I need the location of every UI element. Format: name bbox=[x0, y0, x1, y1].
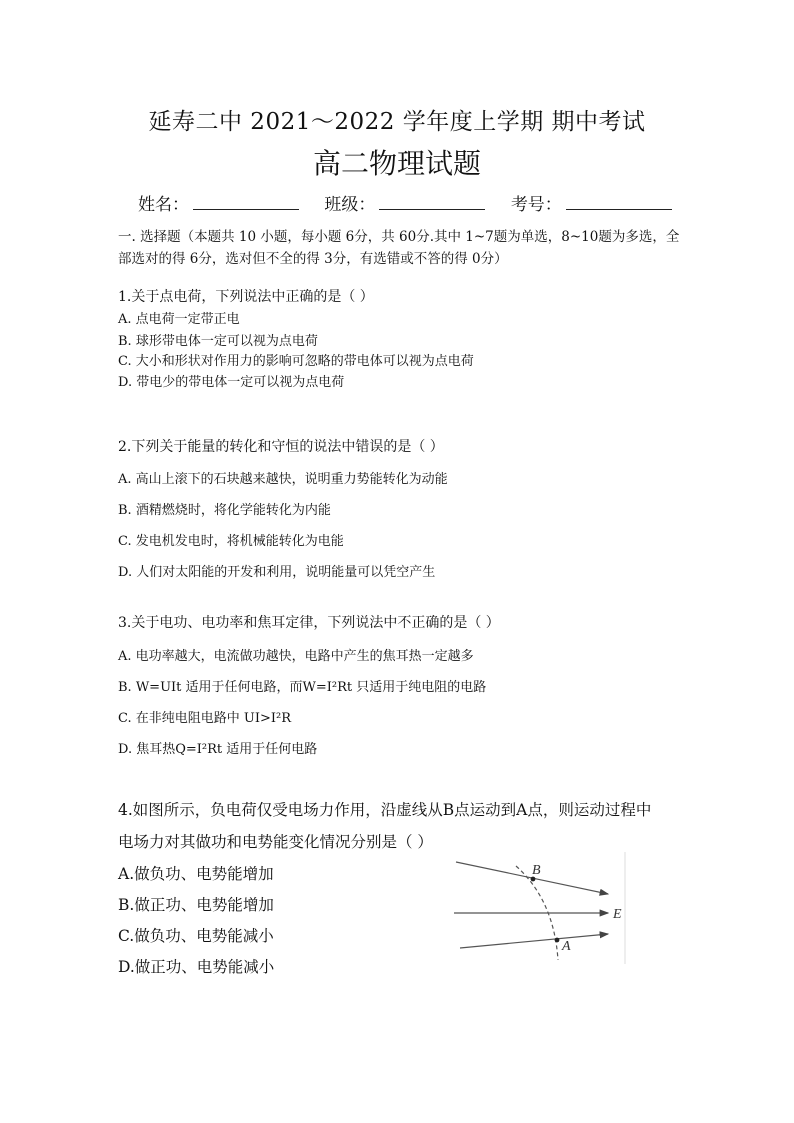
name-label: 姓名： bbox=[138, 195, 189, 215]
question-1-option-d: D. 带电少的带电体一定可以视为点电荷 bbox=[118, 375, 345, 390]
question-1-option-b: B. 球形带电体一定可以视为点电荷 bbox=[118, 334, 318, 349]
question-4-option-c: C.做负功、电势能减小 bbox=[118, 927, 274, 945]
question-4-stem-line-2: 电场力对其做功和电势能变化情况分别是（ ） bbox=[118, 833, 433, 851]
question-2-option-d: D. 人们对太阳能的开发和利用，说明能量可以凭空产生 bbox=[118, 565, 436, 580]
question-1-option-a: A. 点电荷一定带正电 bbox=[118, 312, 240, 327]
id-label: 考号： bbox=[510, 195, 562, 215]
label-e: E bbox=[613, 907, 622, 922]
question-4-stem-line-1: 4.如图所示，负电荷仅受电场力作用，沿虚线从B点运动到A点，则运动过程中 bbox=[118, 801, 652, 819]
question-2-option-b: B. 酒精燃烧时，将化学能转化为内能 bbox=[118, 503, 331, 518]
exam-header-line: 延寿二中 2021～2022 学年度上学期 期中考试 bbox=[148, 109, 646, 135]
name-blank bbox=[193, 195, 299, 210]
section-intro: 一. 选择题（本题共 10 小题，每小题 6分，共 60分.其中 1~7题为单选，8~10题为多选，全部选对的得 6分，选对但不全的得 3分，有选错或不答的得 0分） bbox=[118, 229, 680, 267]
question-3-stem: 3.关于电功、电功率和焦耳定律，下列说法中不正确的是（ ） bbox=[118, 615, 500, 631]
question-3-option-a: A. 电功率越大，电流做功越快，电路中产生的焦耳热一定越多 bbox=[118, 649, 474, 664]
question-1-stem: 1.关于点电荷，下列说法中正确的是（ ） bbox=[118, 289, 374, 305]
question-2-option-a: A. 高山上滚下的石块越来越快，说明重力势能转化为动能 bbox=[118, 472, 448, 487]
class-label: 班级： bbox=[324, 195, 376, 215]
label-a: A bbox=[562, 939, 571, 954]
student-info-line bbox=[138, 190, 692, 215]
point-a-dot bbox=[555, 938, 560, 943]
exam-title: 高二物理试题 bbox=[312, 147, 481, 180]
id-blank bbox=[566, 195, 672, 210]
question-3-option-d: D. 焦耳热Q=I²Rt 适用于任何电路 bbox=[118, 742, 318, 757]
electric-field-figure bbox=[450, 852, 630, 967]
label-b: B bbox=[532, 863, 541, 878]
question-3-option-c: C. 在非纯电阻电路中 UI>I²R bbox=[118, 711, 291, 726]
question-1-option-c: C. 大小和形状对作用力的影响可忽略的带电体可以视为点电荷 bbox=[118, 354, 474, 369]
field-line-bottom bbox=[460, 934, 608, 948]
question-2-stem: 2.下列关于能量的转化和守恒的说法中错误的是（ ） bbox=[118, 439, 444, 455]
question-4-option-d: D.做正功、电势能减小 bbox=[118, 958, 275, 976]
question-4-option-a: A.做负功、电势能增加 bbox=[118, 865, 274, 883]
question-2-option-c: C. 发电机发电时，将机械能转化为电能 bbox=[118, 534, 344, 549]
class-blank bbox=[379, 195, 485, 210]
question-4-option-b: B.做正功、电势能增加 bbox=[118, 896, 274, 914]
question-3-option-b: B. W=UIt 适用于任何电路，而W=I²Rt 只适用于纯电阻的电路 bbox=[118, 680, 487, 695]
